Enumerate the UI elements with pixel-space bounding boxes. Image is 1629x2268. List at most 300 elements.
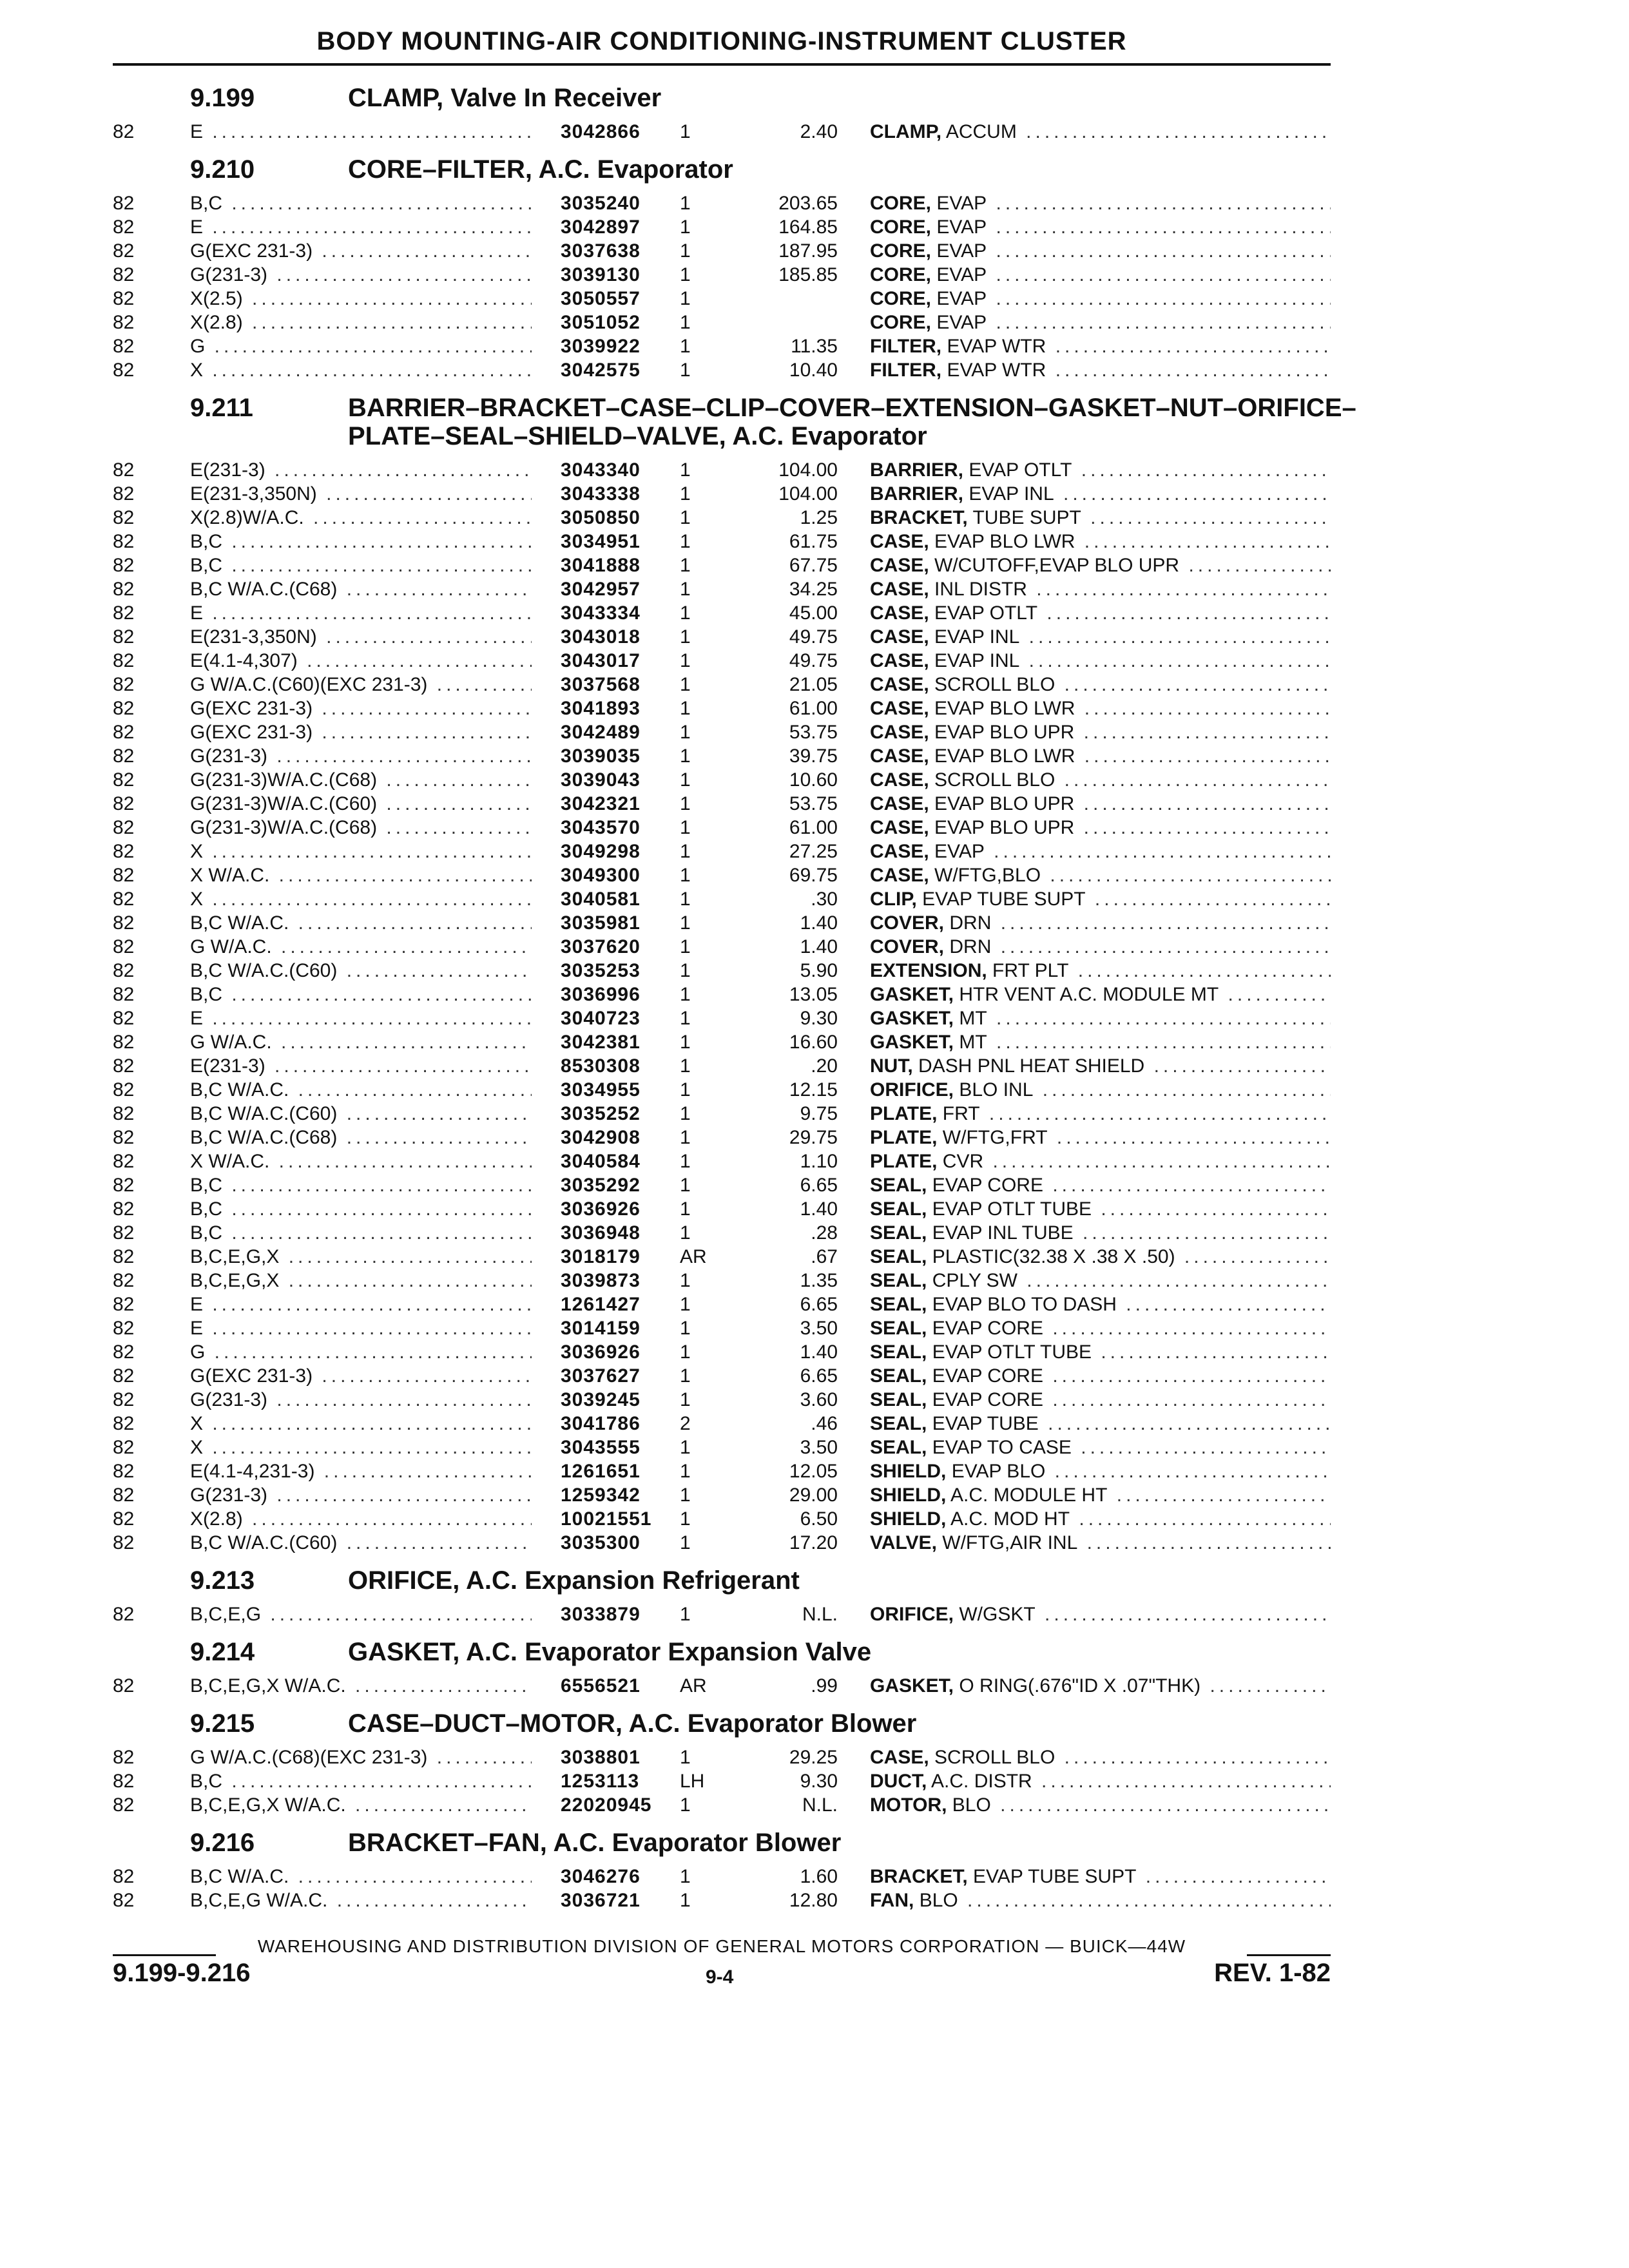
quantity-cell: 1	[680, 1222, 691, 1244]
description-noun: CORE,	[870, 288, 932, 309]
parts-row	[0, 1293, 1629, 1316]
description-noun: SEAL,	[870, 1365, 927, 1387]
parts-row	[0, 1078, 1629, 1102]
part-number-cell: 3043017	[561, 650, 641, 671]
description-noun: CORE,	[870, 264, 932, 285]
description-cell	[870, 1483, 1331, 1507]
part-number-cell: 3042957	[561, 579, 641, 600]
quantity-cell: 1	[680, 602, 691, 624]
description-cell	[870, 768, 1331, 792]
description-detail: CVR	[942, 1151, 984, 1172]
quantity-cell: 1	[680, 1198, 691, 1220]
description-noun: SEAL,	[870, 1341, 927, 1363]
part-number-cell: 3043018	[561, 626, 641, 648]
quantity-cell: 1	[680, 531, 691, 552]
year-cell: 82	[113, 193, 135, 214]
year-cell: 82	[113, 1032, 135, 1053]
parts-row	[0, 673, 1629, 697]
description-detail: FRT PLT	[992, 960, 1069, 981]
applicability-cell: B,C W/A.C.(C60) .....	[190, 959, 532, 983]
price-cell: 1.40	[800, 936, 838, 957]
applicability-cell: B,C W/A.C. .....	[190, 911, 532, 935]
applicability-cell: G(EXC 231-3) .....	[190, 697, 532, 720]
part-number-cell: 3040584	[561, 1151, 641, 1172]
quantity-cell: 1	[680, 1341, 691, 1363]
applicability-cell: X .....	[190, 887, 532, 911]
quantity-cell: 1	[680, 360, 691, 381]
description-cell	[870, 239, 1331, 263]
quantity-cell: AR	[680, 1675, 707, 1696]
description-noun: SEAL,	[870, 1294, 927, 1315]
parts-row	[0, 697, 1629, 720]
price-cell: 104.00	[778, 483, 838, 505]
header-rule	[113, 63, 1331, 66]
description-noun: BARRIER,	[870, 483, 964, 505]
applicability-cell: B,C W/A.C. .....	[190, 1078, 532, 1102]
description-cell	[870, 935, 1331, 959]
parts-row	[0, 120, 1629, 144]
price-cell: 11.35	[791, 336, 838, 357]
description-noun: CASE,	[870, 817, 929, 838]
year-cell: 82	[113, 483, 135, 505]
part-number-cell: 3043570	[561, 817, 641, 838]
year-cell: 82	[113, 1461, 135, 1482]
price-cell: 1.60	[800, 1866, 838, 1887]
description-detail: EVAP BLO	[951, 1461, 1046, 1482]
part-number-cell: 8530308	[561, 1055, 641, 1077]
section-title: GASKET, A.C. Evaporator Expansion Valve	[348, 1638, 872, 1666]
price-cell: 61.75	[789, 531, 838, 552]
year-cell: 82	[113, 1246, 135, 1267]
description-cell	[870, 263, 1331, 287]
price-cell: 67.75	[789, 555, 838, 576]
description-noun: CASE,	[870, 555, 929, 576]
price-cell: 49.75	[789, 650, 838, 671]
price-cell: 34.25	[789, 579, 838, 600]
price-cell: 49.75	[789, 626, 838, 648]
year-cell: 82	[113, 1794, 135, 1816]
part-number-cell: 3042575	[561, 360, 641, 381]
part-number-cell: 3036721	[561, 1890, 641, 1911]
year-cell: 82	[113, 841, 135, 862]
parts-row	[0, 577, 1629, 601]
price-cell: 61.00	[789, 698, 838, 719]
applicability-cell: B,C W/A.C.(C60) .....	[190, 1102, 532, 1126]
parts-list	[0, 84, 1629, 1912]
parts-row	[0, 482, 1629, 506]
part-number-cell: 3043340	[561, 459, 641, 481]
part-number-cell: 3035981	[561, 912, 641, 934]
year-cell: 82	[113, 1747, 135, 1768]
description-noun: SEAL,	[870, 1222, 927, 1244]
description-cell	[870, 744, 1331, 768]
description-detail: EVAP OTLT TUBE	[932, 1341, 1092, 1363]
applicability-cell: G .....	[190, 334, 532, 358]
quantity-cell: 1	[680, 841, 691, 862]
parts-row	[0, 959, 1629, 983]
quantity-cell: 1	[680, 1175, 691, 1196]
parts-row	[0, 1483, 1629, 1507]
quantity-cell: 1	[680, 1866, 691, 1887]
description-detail: SCROLL BLO	[934, 769, 1055, 791]
year-cell: 82	[113, 912, 135, 934]
year-cell: 82	[113, 865, 135, 886]
description-cell	[870, 287, 1331, 311]
quantity-cell: 1	[680, 650, 691, 671]
description-cell	[870, 1078, 1331, 1102]
parts-row	[0, 311, 1629, 334]
price-cell: 9.30	[800, 1771, 838, 1792]
section-gap	[0, 1698, 1629, 1709]
description-noun: CASE,	[870, 579, 929, 600]
applicability-cell: E .....	[190, 120, 532, 144]
description-cell	[870, 911, 1331, 935]
part-number-cell: 3035252	[561, 1103, 641, 1124]
price-cell: 53.75	[789, 793, 838, 814]
section-title: BARRIER–BRACKET–CASE–CLIP–COVER–EXTENSION–GASKET–NUT–ORIFICE–PLATE–SEAL–SHIELD–VALVE, A.C. Evaporator	[348, 394, 1356, 450]
applicability-cell: B,C .....	[190, 1173, 532, 1197]
section-title: ORIFICE, A.C. Expansion Refrigerant	[348, 1566, 800, 1595]
description-cell	[870, 482, 1331, 506]
price-cell: 3.60	[800, 1389, 838, 1410]
quantity-cell: 1	[680, 1294, 691, 1315]
price-cell: 17.20	[789, 1532, 838, 1553]
quantity-cell: 1	[680, 936, 691, 957]
description-cell	[870, 120, 1331, 144]
quantity-cell: 1	[680, 312, 691, 333]
applicability-cell: X W/A.C. .....	[190, 863, 532, 887]
section-number: 9.199	[190, 84, 255, 112]
part-number-cell: 1253113	[561, 1771, 640, 1792]
price-cell: 3.50	[800, 1437, 838, 1458]
applicability-cell: B,C W/A.C.(C60) .....	[190, 1531, 532, 1555]
year-cell: 82	[113, 360, 135, 381]
description-detail: EVAP INL	[969, 483, 1054, 505]
section-number: 9.213	[190, 1566, 255, 1595]
parts-row	[0, 1412, 1629, 1436]
description-noun: CASE,	[870, 745, 929, 767]
year-cell: 82	[113, 1365, 135, 1387]
applicability-cell: E(231-3,350N) .....	[190, 482, 532, 506]
applicability-cell: B,C,E,G,X .....	[190, 1245, 532, 1269]
description-noun: SHIELD,	[870, 1508, 947, 1530]
applicability-cell: X(2.5) .....	[190, 287, 532, 311]
description-noun: CORE,	[870, 240, 932, 262]
year-cell: 82	[113, 1151, 135, 1172]
applicability-cell: G(231-3)W/A.C.(C60) .....	[190, 792, 532, 816]
price-cell: 1.10	[800, 1151, 838, 1172]
quantity-cell: 1	[680, 1389, 691, 1410]
description-noun: SEAL,	[870, 1318, 927, 1339]
description-cell	[870, 1197, 1331, 1221]
description-cell	[870, 1340, 1331, 1364]
price-cell: 16.60	[789, 1032, 838, 1053]
parts-row	[0, 1865, 1629, 1888]
quantity-cell: 1	[680, 507, 691, 528]
parts-row	[0, 1459, 1629, 1483]
description-detail: BLO	[952, 1794, 991, 1816]
price-cell: 21.05	[789, 674, 838, 695]
part-number-cell: 3033879	[561, 1604, 641, 1625]
parts-row	[0, 1769, 1629, 1793]
description-cell	[870, 1436, 1331, 1459]
price-cell: 27.25	[789, 841, 838, 862]
description-detail: PLASTIC(32.38 X .38 X .50)	[932, 1246, 1175, 1267]
parts-row	[0, 816, 1629, 840]
part-number-cell: 3042908	[561, 1127, 641, 1148]
description-noun: SEAL,	[870, 1413, 927, 1434]
part-number-cell: 1261651	[561, 1461, 641, 1482]
description-detail: W/FTG,AIR INL	[942, 1532, 1078, 1553]
description-cell	[870, 1102, 1331, 1126]
description-cell	[870, 673, 1331, 697]
description-detail: EVAP CORE	[932, 1365, 1043, 1387]
description-detail: EVAP TUBE SUPT	[973, 1866, 1137, 1887]
description-cell	[870, 1006, 1331, 1030]
parts-row	[0, 840, 1629, 863]
price-cell: .67	[811, 1246, 838, 1267]
year-cell: 82	[113, 579, 135, 600]
description-cell	[870, 1602, 1331, 1626]
year-cell: 82	[113, 722, 135, 743]
description-detail: EVAP BLO UPR	[934, 722, 1075, 743]
year-cell: 82	[113, 1318, 135, 1339]
year-cell: 82	[113, 1437, 135, 1458]
year-cell: 82	[113, 531, 135, 552]
year-cell: 82	[113, 216, 135, 238]
part-number-cell: 3043338	[561, 483, 641, 505]
applicability-cell: B,C W/A.C.(C68) .....	[190, 577, 532, 601]
parts-row	[0, 1149, 1629, 1173]
price-cell: .28	[811, 1222, 838, 1244]
description-noun: CASE,	[870, 674, 929, 695]
description-cell	[870, 959, 1331, 983]
quantity-cell: 1	[680, 1008, 691, 1029]
parts-row	[0, 887, 1629, 911]
parts-row	[0, 1745, 1629, 1769]
part-number-cell: 1261427	[561, 1294, 641, 1315]
year-cell: 82	[113, 1222, 135, 1244]
footer-page-number: 9-4	[706, 1966, 734, 1988]
description-noun: VALVE,	[870, 1532, 937, 1553]
description-cell	[870, 1293, 1331, 1316]
applicability-cell: E .....	[190, 215, 532, 239]
section-number: 9.214	[190, 1638, 255, 1666]
description-cell	[870, 1412, 1331, 1436]
year-cell: 82	[113, 555, 135, 576]
description-cell	[870, 887, 1331, 911]
price-cell: 187.95	[778, 240, 838, 262]
description-detail: EVAP	[936, 264, 987, 285]
part-number-cell: 3041888	[561, 555, 641, 576]
description-detail: EVAP	[936, 216, 987, 238]
part-number-cell: 6556521	[561, 1675, 641, 1696]
description-detail: SCROLL BLO	[934, 1747, 1055, 1768]
quantity-cell: 1	[680, 912, 691, 934]
year-cell: 82	[113, 1485, 135, 1506]
description-detail: A.C. MODULE HT	[950, 1485, 1108, 1506]
description-cell	[870, 191, 1331, 215]
part-number-cell: 3037568	[561, 674, 641, 695]
description-noun: PLATE,	[870, 1103, 938, 1124]
description-detail: TUBE SUPT	[972, 507, 1081, 528]
description-cell	[870, 1245, 1331, 1269]
quantity-cell: 1	[680, 121, 691, 142]
applicability-cell: E(4.1-4,307) .....	[190, 649, 532, 673]
quantity-cell: 1	[680, 1079, 691, 1100]
price-cell: N.L.	[802, 1794, 838, 1816]
quantity-cell: 1	[680, 817, 691, 838]
applicability-cell: B,C .....	[190, 191, 532, 215]
price-cell: 1.40	[800, 912, 838, 934]
description-noun: CASE,	[870, 1747, 929, 1768]
parts-row	[0, 625, 1629, 649]
description-noun: BARRIER,	[870, 459, 964, 481]
description-detail: W/GSKT	[959, 1604, 1036, 1625]
year-cell: 82	[113, 1413, 135, 1434]
year-cell: 82	[113, 240, 135, 262]
description-noun: CASE,	[870, 626, 929, 648]
part-number-cell: 3042381	[561, 1032, 641, 1053]
price-cell: 164.85	[778, 216, 838, 238]
part-number-cell: 3043334	[561, 602, 641, 624]
applicability-cell: X .....	[190, 840, 532, 863]
year-cell: 82	[113, 264, 135, 285]
year-cell: 82	[113, 1055, 135, 1077]
description-detail: MT	[959, 1008, 987, 1029]
quantity-cell: 2	[680, 1413, 691, 1434]
applicability-cell: B,C W/A.C. .....	[190, 1865, 532, 1888]
quantity-cell: 1	[680, 1437, 691, 1458]
price-cell: 1.40	[800, 1341, 838, 1363]
parts-row	[0, 553, 1629, 577]
year-cell: 82	[113, 1771, 135, 1792]
parts-row	[0, 1054, 1629, 1078]
parts-row	[0, 1388, 1629, 1412]
part-number-cell: 3036926	[561, 1198, 641, 1220]
price-cell: 12.05	[789, 1461, 838, 1482]
part-number-cell: 3036926	[561, 1341, 641, 1363]
part-number-cell: 3039130	[561, 264, 641, 285]
price-cell: 1.40	[800, 1198, 838, 1220]
description-cell	[870, 863, 1331, 887]
applicability-cell: X(2.8) .....	[190, 311, 532, 334]
description-detail: CPLY SW	[932, 1270, 1017, 1291]
description-noun: CASE,	[870, 650, 929, 671]
section-heading	[0, 1566, 1629, 1602]
section-heading	[0, 1638, 1629, 1674]
section-gap	[0, 382, 1629, 394]
description-noun: CASE,	[870, 841, 929, 862]
description-noun: GASKET,	[870, 1008, 954, 1029]
description-cell	[870, 625, 1331, 649]
description-cell	[870, 1769, 1331, 1793]
description-detail: EVAP BLO UPR	[934, 817, 1075, 838]
applicability-cell: X .....	[190, 1436, 532, 1459]
parts-row	[0, 768, 1629, 792]
part-number-cell: 3034955	[561, 1079, 641, 1100]
year-cell: 82	[113, 507, 135, 528]
year-cell: 82	[113, 745, 135, 767]
applicability-cell: G .....	[190, 1340, 532, 1364]
part-number-cell: 3046276	[561, 1866, 641, 1887]
applicability-cell: G W/A.C.(C68)(EXC 231-3) .....	[190, 1745, 532, 1769]
year-cell: 82	[113, 602, 135, 624]
parts-row	[0, 1221, 1629, 1245]
parts-row	[0, 458, 1629, 482]
footer-revision: REV. 1-82	[1214, 1959, 1331, 1987]
applicability-cell: E .....	[190, 1006, 532, 1030]
applicability-cell: E(231-3,350N) .....	[190, 625, 532, 649]
footer-section-range: 9.199-9.216	[113, 1959, 251, 1987]
description-cell	[870, 1364, 1331, 1388]
parts-row	[0, 863, 1629, 887]
description-noun: SEAL,	[870, 1270, 927, 1291]
part-number-cell: 3034951	[561, 531, 641, 552]
price-cell: 6.50	[800, 1508, 838, 1530]
part-number-cell: 3041786	[561, 1413, 641, 1434]
applicability-cell: G W/A.C. .....	[190, 1030, 532, 1054]
price-cell: 6.65	[800, 1294, 838, 1315]
footer-rule-right	[1247, 1954, 1331, 1956]
applicability-cell: E(231-3) .....	[190, 1054, 532, 1078]
parts-row	[0, 1269, 1629, 1293]
parts-row	[0, 1245, 1629, 1269]
description-cell	[870, 1531, 1331, 1555]
part-number-cell: 3042321	[561, 793, 641, 814]
parts-row	[0, 1030, 1629, 1054]
parts-row	[0, 1602, 1629, 1626]
part-number-cell: 3042897	[561, 216, 641, 238]
quantity-cell: 1	[680, 984, 691, 1005]
applicability-cell: B,C .....	[190, 1221, 532, 1245]
year-cell: 82	[113, 1866, 135, 1887]
part-number-cell: 3039873	[561, 1270, 641, 1291]
price-cell: 29.00	[789, 1485, 838, 1506]
part-number-cell: 3014159	[561, 1318, 641, 1339]
section-number: 9.215	[190, 1709, 255, 1738]
year-cell: 82	[113, 889, 135, 910]
parts-row	[0, 1173, 1629, 1197]
description-detail: BLO	[919, 1890, 958, 1911]
quantity-cell: 1	[680, 555, 691, 576]
description-cell	[870, 334, 1331, 358]
year-cell: 82	[113, 1103, 135, 1124]
quantity-cell: 1	[680, 1365, 691, 1387]
part-number-cell: 3042489	[561, 722, 641, 743]
parts-row	[0, 1197, 1629, 1221]
description-cell	[870, 1149, 1331, 1173]
quantity-cell: 1	[680, 1103, 691, 1124]
year-cell: 82	[113, 626, 135, 648]
applicability-cell: G W/A.C. .....	[190, 935, 532, 959]
quantity-cell: 1	[680, 459, 691, 481]
parts-row	[0, 239, 1629, 263]
part-number-cell: 3037638	[561, 240, 641, 262]
parts-row	[0, 935, 1629, 959]
description-noun: ORIFICE,	[870, 1079, 954, 1100]
description-cell	[870, 1054, 1331, 1078]
applicability-cell: B,C .....	[190, 530, 532, 553]
description-detail: A.C. MOD HT	[950, 1508, 1070, 1530]
description-detail: EVAP WTR	[947, 336, 1046, 357]
applicability-cell: X(2.8)W/A.C. .....	[190, 506, 532, 530]
description-detail: EVAP INL	[934, 650, 1020, 671]
year-cell: 82	[113, 984, 135, 1005]
quantity-cell: 1	[680, 1318, 691, 1339]
price-cell: .46	[811, 1413, 838, 1434]
description-cell	[870, 1865, 1331, 1888]
